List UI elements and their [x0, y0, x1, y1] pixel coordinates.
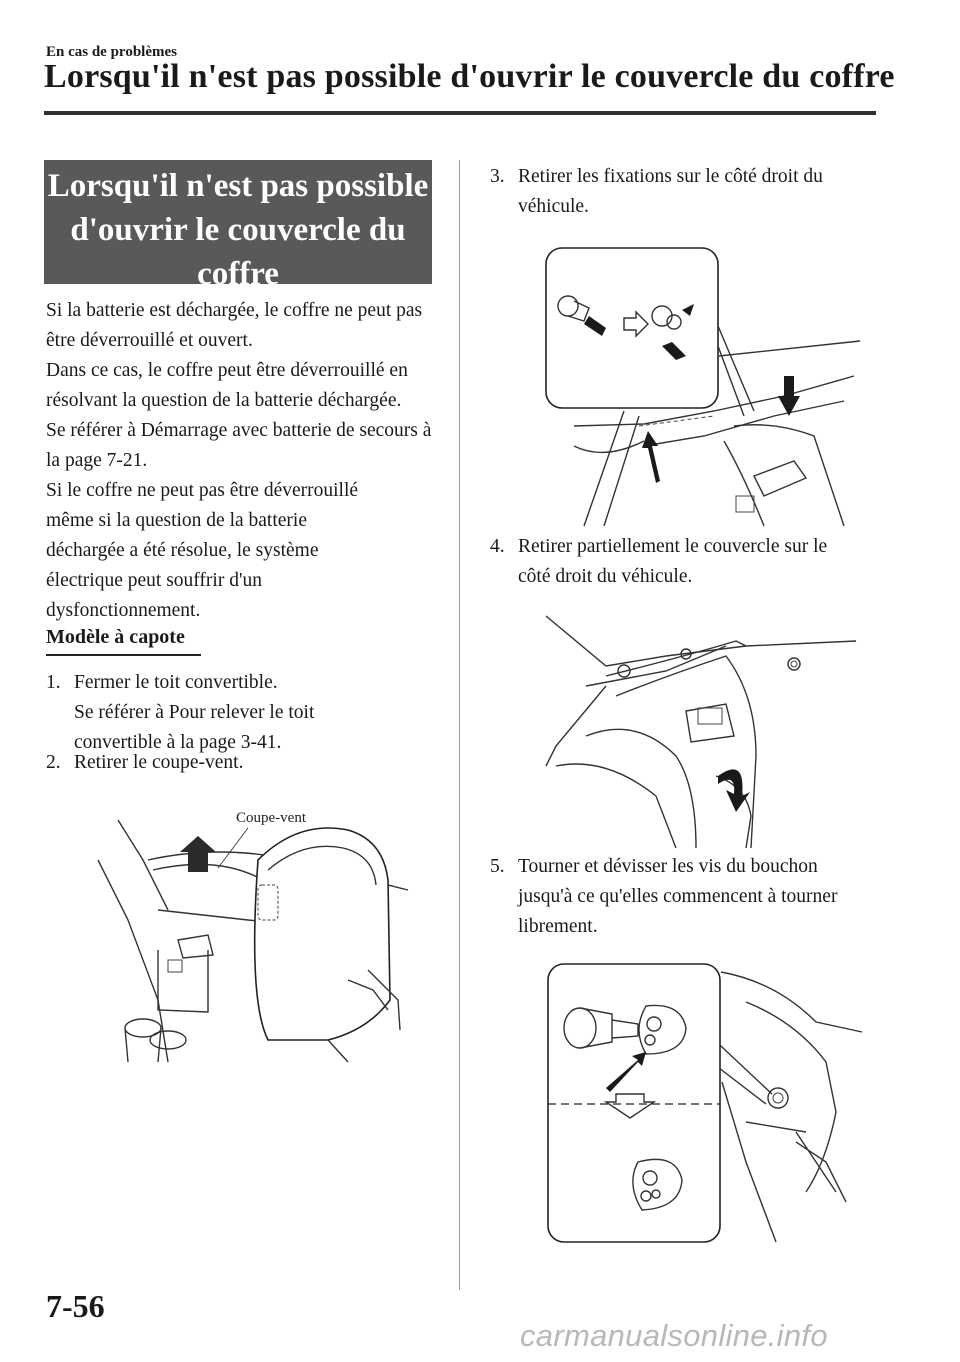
heading-line-2: d'ouvrir le couvercle du: [70, 212, 406, 248]
page-title: Lorsqu'il n'est pas possible d'ouvrir le couvercle du coffre: [44, 58, 895, 95]
step-text: Retirer partiellement le couvercle sur le côté droit du véhicule.: [518, 536, 828, 587]
step-number: 3.: [490, 166, 505, 187]
intro-paragraph-2: Dans ce cas, le coffre peut être déverrouillé en résolvant la question de la batterie déchargée.: [46, 360, 408, 411]
intro-paragraph-4: Si le coffre ne peut pas être déverrouillé même si la question de la batterie déchargée a été résolue, le système électrique peut souffrir d'un dysfonctionnement.: [46, 480, 359, 621]
title-rule: [44, 111, 876, 115]
step-text: Tourner et dévisser les vis du bouchon jusqu'à ce qu'elles commencent à tourner librement.: [518, 856, 838, 937]
step-number: 5.: [490, 856, 505, 877]
section-label: En cas de problèmes: [46, 44, 177, 60]
step-text: Fermer le toit convertible.: [74, 672, 278, 693]
step-text: Retirer le coupe-vent.: [74, 752, 244, 773]
step-text: Retirer les fixations sur le côté droit du véhicule.: [518, 166, 823, 217]
cap-screws-illustration: [546, 962, 862, 1246]
page-number: 7-56: [46, 1288, 105, 1324]
windbreaker-illustration: [98, 800, 414, 1062]
heading-box: [44, 160, 432, 292]
heading-line-3: coffre: [197, 256, 279, 292]
intro-text: [46, 296, 441, 626]
cover-removal-illustration: [546, 616, 856, 848]
intro-paragraph-3: Se référer à Démarrage avec batterie de secours à la page 7-21.: [46, 420, 432, 471]
subheading-underline: [46, 654, 201, 656]
subheading: Modèle à capote: [46, 626, 185, 648]
step-number: 4.: [490, 536, 505, 557]
fasteners-illustration: [544, 246, 860, 526]
step-subtext: Se référer à Pour relever le toit convertible à la page 3-41.: [74, 702, 315, 753]
figure-label-coupe-vent: Coupe-vent: [236, 810, 306, 826]
step-number: 2.: [46, 752, 61, 773]
intro-paragraph-1: Si la batterie est déchargée, le coffre ne peut pas être déverrouillé et ouvert.: [46, 300, 423, 351]
heading-line-1: Lorsqu'il n'est pas possible: [47, 168, 429, 204]
watermark: carmanualsonline.info: [520, 1318, 828, 1353]
column-divider: [459, 160, 460, 1290]
step-number: 1.: [46, 672, 61, 693]
